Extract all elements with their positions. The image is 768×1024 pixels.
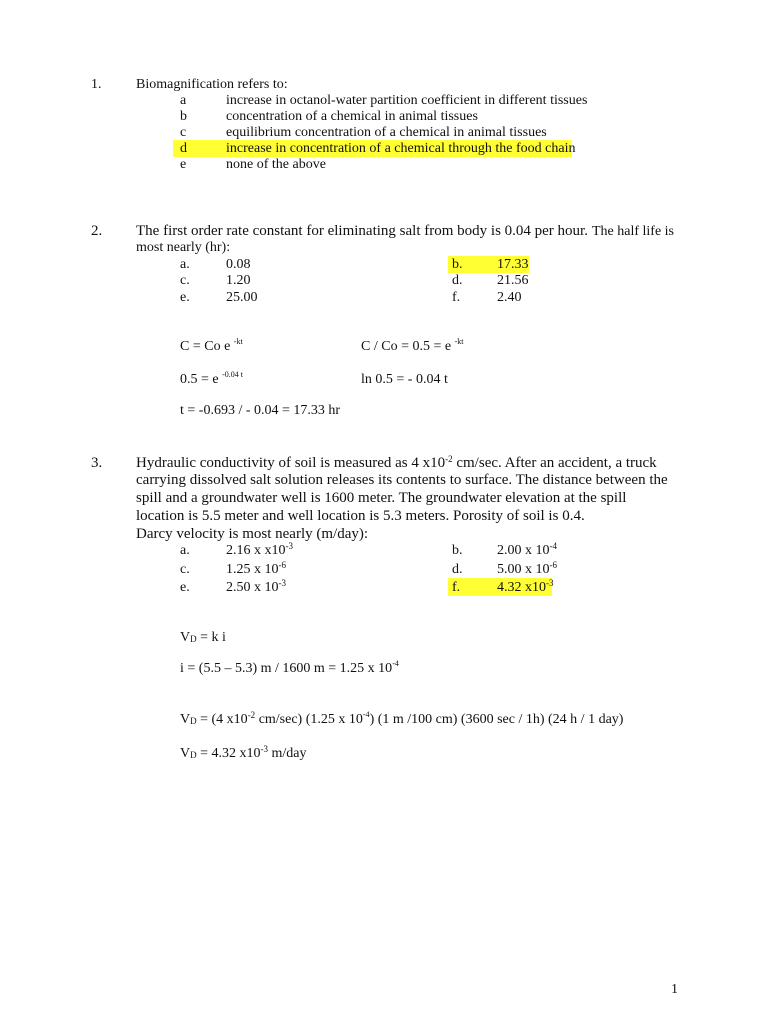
q3-work-darcy-law [180,630,226,646]
q3-stem-line5: Darcy velocity is most nearly (m/day): [136,526,369,542]
exponent: -3 [278,578,286,588]
q2-option-letter: e. [180,290,190,305]
page-number: 1 [671,982,678,997]
q1-stem: Biomagnification refers to: [136,77,288,92]
q2-option-letter: b. [452,257,463,272]
q2-stem [136,222,674,240]
q3-option-letter: b. [452,543,463,558]
q3-option-letter: a. [180,543,190,558]
q3-stem-line1 [136,454,657,472]
q1-option-text: equilibrium concentration of a chemical in animal tissues [226,125,547,140]
q2-option-value: 17.33 [497,257,529,272]
q2-stem-main: The first order rate constant for eliminating salt from body is 0.04 per hour. [136,223,588,239]
text: 2.00 x 10 [497,543,550,558]
q3-option-value [497,580,554,596]
text: 2.50 x 10 [226,580,279,595]
q2-work-ratio [361,339,463,355]
q1-option-letter: e [180,157,187,172]
q2-option-letter: c. [180,273,190,288]
q2-stem-small: The half life is [591,224,675,239]
subscript: D [190,750,197,760]
q1-option-letter: d [180,141,187,156]
q2-option-letter: f. [452,290,461,305]
q1-option-letter: a [180,93,187,108]
exponent: -3 [260,744,269,754]
q1-option-text: none of the above [226,157,326,172]
text: V [180,630,191,645]
subscript: D [190,634,197,644]
exponent: -4 [392,659,399,668]
text: ) (1 m /100 cm) (3600 sec / 1h) (24 h / 1 day) [369,712,624,727]
q2-option-value: 25.00 [226,290,258,305]
text: cm/sec) (1.25 x 10 [255,712,363,727]
exponent: -6 [278,560,286,570]
q2-work-substitution [180,372,243,388]
q1-option-text: concentration of a chemical in animal tissues [226,109,478,124]
q1-option-letter: b [180,109,187,124]
q3-work-gradient [180,661,399,677]
text: V [180,746,191,761]
text: i = (5.5 – 5.3) m / 1600 m = 1.25 x 10 [180,661,393,676]
q3-number: 3. [91,455,103,471]
q2-option-value: 1.20 [226,273,251,288]
text: 1.25 x 10 [226,562,279,577]
exponent: -3 [546,578,554,588]
q3-option-value [226,580,286,596]
text: 5.00 x 10 [497,562,550,577]
q3-stem-line2: carrying dissolved salt solution releases its contents to surface. The distance between the [136,472,668,488]
q1-option-text: increase in octanol-water partition coefficient in different tissues [226,93,588,108]
text: = k i [200,630,226,645]
q1-option-text: increase in concentration of a chemical through the food chain [226,141,576,156]
exponent: -6 [549,560,557,570]
q3-work-result [180,746,307,762]
q3-stem-line3: spill and a groundwater well is 1600 meter. The groundwater elevation at the spill [136,490,627,506]
exponent: -kt [454,337,464,346]
q2-option-value: 2.40 [497,290,522,305]
q2-option-letter: d. [452,273,463,288]
q2-work-formula [180,339,243,355]
exponent: -3 [285,541,293,551]
exponent: -2 [247,710,256,720]
q3-option-letter: d. [452,562,463,577]
exponent: -4 [549,541,557,551]
text: 4.32 x10 [497,580,546,595]
q3-option-letter: c. [180,562,190,577]
text: C / Co = 0.5 = e [361,339,455,354]
text: cm/sec. After an accident, a truck [452,455,657,471]
q3-option-letter: f. [452,580,461,595]
q2-option-value: 0.08 [226,257,251,272]
q2-number: 2. [91,223,103,239]
q3-work-calculation [180,712,623,728]
q2-option-letter: a. [180,257,190,272]
q2-stem-line2: most nearly (hr): [136,240,231,255]
q3-option-value [497,543,557,559]
text: 2.16 x x10 [226,543,286,558]
q3-option-value [226,543,293,559]
text: Hydraulic conductivity of soil is measured as 4 x10 [136,455,446,471]
text: m/day [268,746,307,761]
exponent: -2 [445,454,453,464]
q2-option-value: 21.56 [497,273,529,288]
q2-work-result: t = -0.693 / - 0.04 = 17.33 hr [180,403,341,418]
q2-work-log: ln 0.5 = - 0.04 t [361,372,448,387]
text: V [180,712,191,727]
text: 0.5 = e [180,372,223,387]
q3-stem-line4: location is 5.5 meter and well location is 5.3 meters. Porosity of soil is 0.4. [136,508,585,524]
exponent: -4 [362,710,370,719]
q3-option-letter: e. [180,580,190,595]
q3-option-value [226,562,286,578]
exponent: -kt [233,337,243,346]
q1-option-letter: c [180,125,187,140]
subscript: D [190,716,197,726]
text: = 4.32 x10 [200,746,261,761]
text: C = Co e [180,339,234,354]
q3-option-value [497,562,557,578]
exponent: -0.04 t [222,370,243,379]
q1-number: 1. [91,77,102,92]
text: = (4 x10 [200,712,248,727]
